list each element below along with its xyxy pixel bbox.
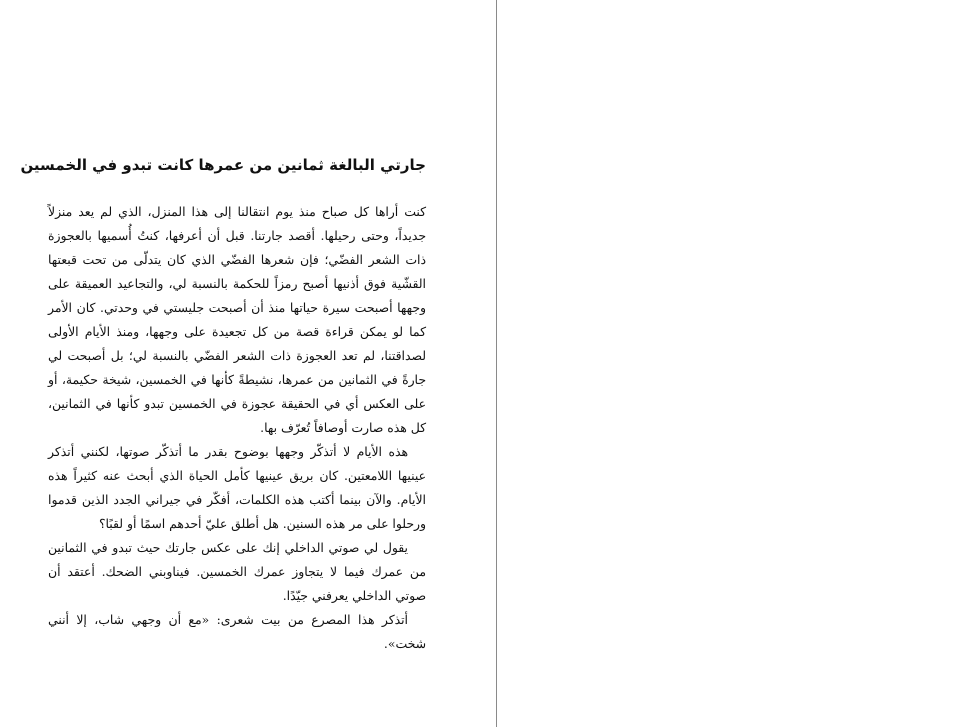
right-page-blank [498,0,980,727]
paragraph-4: أتذكر هذا المصرع من بيت شعرى: «مع أن وجهي شاب، إلا أنني شخت». [48,612,426,651]
paragraph-2: هذه الأيام لا أتذكّر وجهها بوضوح بقدر ما أتذكّر صوتها، لكنني أتذكر عينيها اللامعتين. كان بريق عينيها كأمل الحياة الذي أبحث عنه كثيراً هذه الأيام. والآن بينما أكتب هذه الكلمات، أفكّر في جيراني الجدد الذين قدموا ورحلوا على مر هذه السنين. هل أطلق عليّ أحدهم اسمًا أو لقبًا؟ [48,444,426,531]
chapter-text [20,150,426,656]
page-divider [496,0,497,727]
paragraph-3: يقول لي صوتي الداخلي إنك على عكس جارتك حيث تبدو في الثمانين من عمرك فيما لا يتجاوز عمرك الخمسين. فيناوبني الضحك. أعتقد أن صوتي الداخلي يعرفني جيّدًا. [48,540,426,603]
paragraph-1: كنت أراها كل صباح منذ يوم انتقالنا إلى هذا المنزل، الذي لم يعد منزلاً جديداً، وحتى رحيلها. أقصد جارتنا. قبل أن أعرفها، كنتُ أُسميها بالعجوزة ذات الشعر الفضّي؛ فإن شعرها الفضّي الذي كان يتدلّى من تحت قبعتها القشّية فوق أذنيها أصبح رمزاً للحكمة بالنسبة لي، والتجاعيد العميقة على وجهها أصبحت سيرة حياتها منذ أن أصبحت جليستي في وحدتي. كان الأمر كما لو يمكن قراءة قصة من كل تجعيدة على وجهها، ومنذ الأيام الأولى لصداقتنا، لم تعد العجوزة ذات الشعر الفضّي بالنسبة لي؛ بل أصبحت لي جارةً في الثمانين من عمرها، نشيطةً كأنها في الخمسين، شيخة حكيمة، أو على العكس أي في الحقيقة عجوزة في الخمسين تبدو كأنها في الثمانين، كل هذه صارت أوصافاً تُعرّف بها. [48,204,426,435]
chapter-title: جارتي البالغة ثمانين من عمرها كانت تبدو في الخمسين [20,156,426,174]
